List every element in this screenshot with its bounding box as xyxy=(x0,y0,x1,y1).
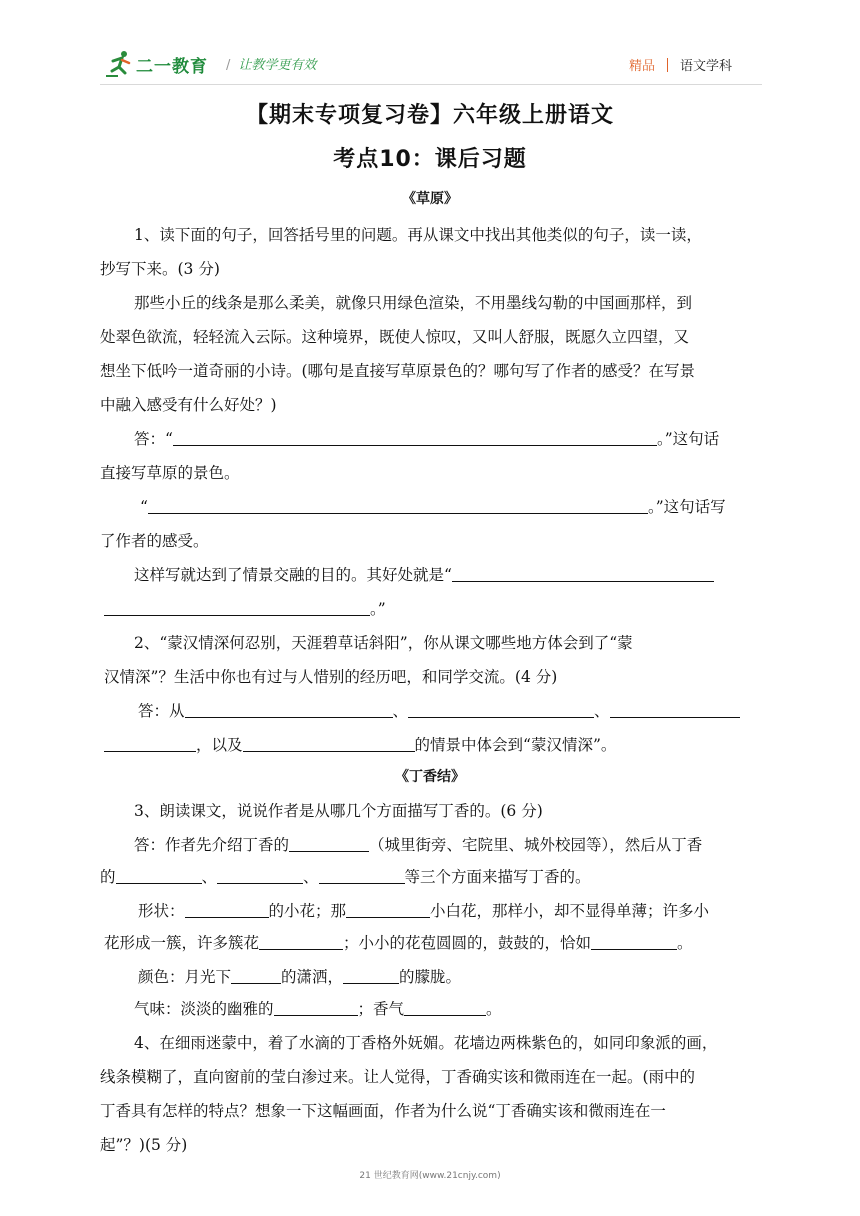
logo-text: 二一教育 xyxy=(136,56,208,77)
answer-suffix: 的情景中体会到“蒙汉情深”。 xyxy=(414,736,617,754)
answer-blank[interactable] xyxy=(104,735,196,752)
answer-text: ；香气 xyxy=(357,1000,405,1018)
answer-text: ，以及 xyxy=(196,736,243,754)
answer-blank[interactable] xyxy=(148,497,648,514)
answer-prefix: 形状： xyxy=(138,902,185,920)
q2-line-1: 2、“蒙汉情深何忍别，天涯碧草话斜阳”，你从课文哪些地方体会到了“蒙 xyxy=(134,634,633,652)
q1-passage-2: 处翠色欲流，轻轻流入云际。这种境界，既使人惊叹，又叫人舒服，既愿久立四望，又 xyxy=(100,328,690,346)
q4-line-2: 线条模糊了，直向窗前的莹白渗过来。让人觉得，丁香确实该和微雨连在一起。(雨中的 xyxy=(100,1068,696,1086)
q1-line-1: 1、读下面的句子，回答括号里的问题。再从课文中找出其他类似的句子，读一读， xyxy=(134,226,702,244)
logo xyxy=(104,48,208,80)
subject-tag: 语文学科 xyxy=(679,59,732,74)
quality-tag: 精品 xyxy=(628,59,655,74)
answer-blank[interactable] xyxy=(404,999,486,1016)
q4-line-3: 丁香具有怎样的特点？想象一下这幅画面，作者为什么说“丁香确实该和微雨连在一 xyxy=(100,1102,666,1120)
answer-blank[interactable] xyxy=(185,701,393,718)
answer-prefix: 的 xyxy=(100,868,116,886)
q1-answer-3-cont xyxy=(104,598,386,620)
header-tags xyxy=(629,55,732,74)
answer-suffix: 等三个方面来描写丁香的。 xyxy=(404,868,591,886)
page-footer: 21 世纪教育网(www.21cnjy.com) xyxy=(359,1171,501,1181)
answer-prefix: “ xyxy=(140,498,148,516)
slogan-text: 让教学更有效 xyxy=(238,58,317,73)
answer-blank[interactable] xyxy=(231,967,281,984)
answer-suffix: 。”这句话 xyxy=(656,430,720,448)
q1-passage-1: 那些小丘的线条是那么柔美，就像只用绿色渲染，不用墨线勾勒的中国画那样，到 xyxy=(134,294,693,312)
separator: 、 xyxy=(303,868,319,886)
q2-line-2: 汉情深”？生活中你也有过与人惜别的经历吧，和同学交流。(4 分) xyxy=(104,668,558,686)
q3-answer-2 xyxy=(100,866,591,888)
q1-passage-3: 想坐下低吟一道奇丽的小诗。(哪句是直接写草原景色的？哪句写了作者的感受？在写景 xyxy=(100,362,696,380)
answer-blank[interactable] xyxy=(243,735,415,752)
answer-text: 小白花，那样小，却不显得单薄；许多小 xyxy=(430,902,710,920)
answer-suffix: 的朦胧。 xyxy=(399,968,462,986)
q2-answer-cont xyxy=(104,734,616,756)
q1-answer-3 xyxy=(134,564,714,586)
q3-color xyxy=(138,966,461,988)
separator: 、 xyxy=(392,702,409,720)
answer-suffix: 。”这句话写 xyxy=(647,498,726,516)
answer-blank[interactable] xyxy=(591,933,677,950)
answer-blank[interactable] xyxy=(274,999,358,1016)
answer-blank[interactable] xyxy=(610,701,740,718)
answer-text: ；小小的花苞圆圆的，鼓鼓的，恰如 xyxy=(343,934,592,952)
answer-prefix: 答：作者先介绍丁香的 xyxy=(134,836,290,854)
q1-answer-1 xyxy=(134,428,719,450)
separator: 、 xyxy=(201,868,218,886)
answer-prefix: 花形成一簇，许多簇花 xyxy=(104,934,260,952)
answer-prefix: 这样写就达到了情景交融的目的。其好处就是“ xyxy=(134,566,452,584)
answer-blank[interactable] xyxy=(104,599,370,616)
answer-text: 的潇洒， xyxy=(281,968,344,986)
answer-suffix: 。 xyxy=(677,934,693,952)
answer-blank[interactable] xyxy=(343,967,399,984)
q1-line-2: 抄写下来。(3 分) xyxy=(100,260,220,278)
answer-blank[interactable] xyxy=(173,429,657,446)
q1-passage-4: 中融入感受有什么好处？) xyxy=(100,396,277,414)
section-title-caoyuan: 《草原》 xyxy=(402,191,458,207)
answer-blank[interactable] xyxy=(408,701,594,718)
q3-shape-1 xyxy=(138,900,709,922)
answer-text: （城里街旁、宅院里、城外校园等），然后从丁香 xyxy=(369,836,703,854)
q1-answer-1-cont: 直接写草原的景色。 xyxy=(100,464,240,482)
slogan xyxy=(226,54,316,73)
separator: 、 xyxy=(594,702,610,720)
answer-blank[interactable] xyxy=(116,867,202,884)
q3-shape-2 xyxy=(104,932,693,954)
answer-blank[interactable] xyxy=(289,835,369,852)
section-title-dingxiangjie: 《丁香结》 xyxy=(395,769,465,785)
q3-line-1: 3、朗读课文，说说作者是从哪几个方面描写丁香的。(6 分) xyxy=(134,802,543,820)
q3-answer-1 xyxy=(134,834,702,856)
answer-blank[interactable] xyxy=(217,867,303,884)
q3-smell xyxy=(134,998,502,1020)
header-divider xyxy=(100,84,762,85)
answer-blank[interactable] xyxy=(319,867,405,884)
q1-answer-2 xyxy=(140,496,726,518)
q4-line-1: 4、在细雨迷蒙中，着了水滴的丁香格外妩媚。花墙边两株紫色的，如同印象派的画， xyxy=(134,1034,718,1052)
page-header xyxy=(0,0,860,90)
answer-text: 的小花；那 xyxy=(268,902,347,920)
answer-prefix: 气味：淡淡的幽雅的 xyxy=(134,1000,274,1018)
slogan-divider: / xyxy=(226,58,231,73)
page-title: 【期末专项复习卷】六年级上册语文 xyxy=(245,103,614,128)
tag-divider xyxy=(667,58,668,72)
answer-blank[interactable] xyxy=(452,565,714,582)
answer-prefix: 答：“ xyxy=(134,430,173,448)
page-subtitle: 考点10：课后习题 xyxy=(333,147,527,172)
answer-suffix: 。” xyxy=(370,600,386,618)
answer-suffix: 。 xyxy=(486,1000,502,1018)
answer-blank[interactable] xyxy=(185,901,269,918)
answer-blank[interactable] xyxy=(259,933,343,950)
answer-prefix: 颜色：月光下 xyxy=(138,968,232,986)
answer-blank[interactable] xyxy=(346,901,430,918)
runner-logo-icon xyxy=(104,49,134,79)
q1-answer-2-cont: 了作者的感受。 xyxy=(100,532,209,550)
q4-line-4: 起”？)(5 分) xyxy=(100,1136,188,1154)
answer-prefix: 答：从 xyxy=(138,702,185,720)
q2-answer xyxy=(138,700,740,722)
